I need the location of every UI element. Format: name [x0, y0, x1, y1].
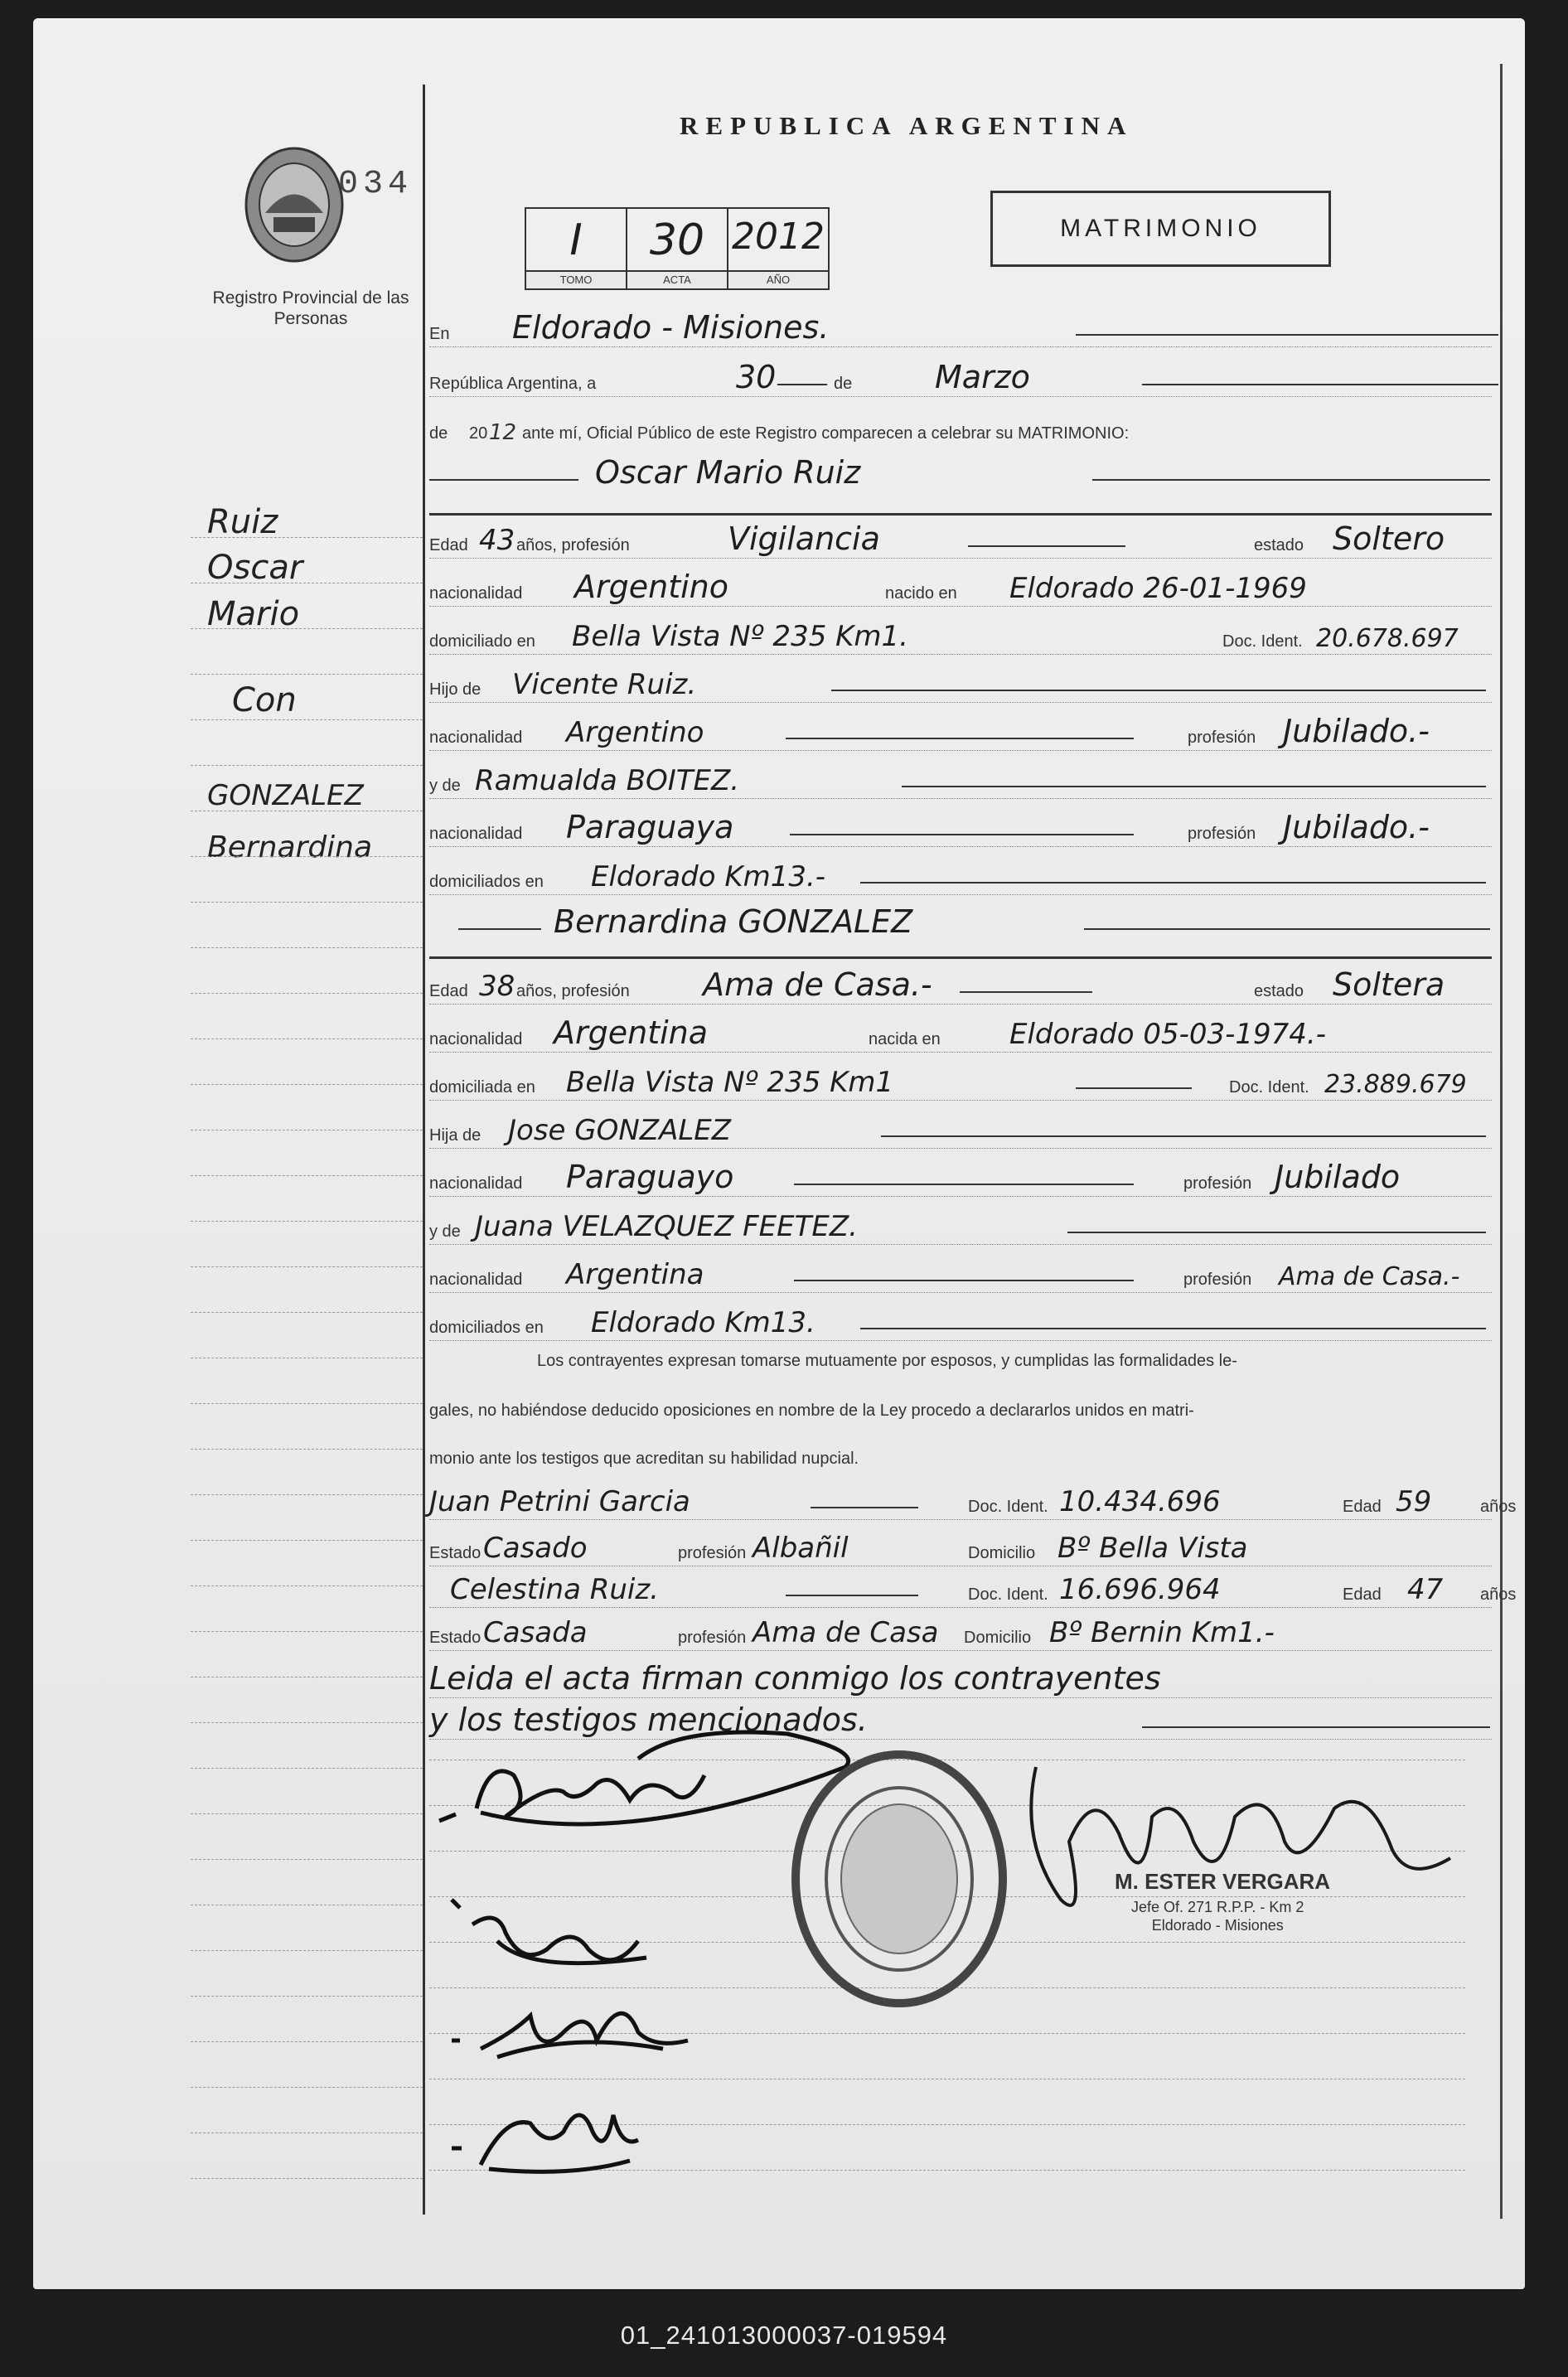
nacido-label: nacido en: [885, 584, 957, 603]
declaration-line-3: monio ante los testigos que acreditan su habilidad nupcial.: [429, 1450, 859, 1468]
nacionalidad-label: nacionalidad: [429, 1271, 523, 1289]
row-bride-mother: [429, 1210, 1492, 1250]
groom-mother: Ramualda BOITEZ.: [475, 764, 740, 797]
row-groom-mother: [429, 764, 1492, 804]
declaration-line-1: Los contrayentes expresan tomarse mutuamente por esposos, y cumplidas las formalidades le-: [537, 1352, 1237, 1370]
bride-doc: 23.889.679: [1324, 1070, 1467, 1099]
witness-name: Celestina Ruiz.: [450, 1573, 659, 1606]
row-groom-father-nat: [429, 713, 1492, 756]
row-bride-address: [429, 1066, 1492, 1106]
bride-mother: Juana VELAZQUEZ FEETEZ.: [475, 1210, 858, 1243]
groom-father-nationality: Argentino: [566, 716, 704, 749]
nacionalidad-label: nacionalidad: [429, 584, 523, 603]
witness-estado: Casado: [483, 1532, 588, 1565]
profesion-label: profesión: [1183, 1174, 1252, 1193]
acta-label: ACTA: [627, 270, 727, 288]
row-year: [429, 412, 1492, 452]
month-value: Marzo: [935, 359, 1030, 395]
row-closing-1: [429, 1660, 1492, 1703]
bride-profession: Ama de Casa.-: [703, 966, 932, 1003]
stamp-number: 034: [338, 166, 414, 203]
padres-dom-label: domiciliados en: [429, 1319, 544, 1337]
de-label-year: de: [429, 424, 448, 443]
tomo-value: I: [569, 215, 583, 265]
yde-label: y de: [429, 777, 461, 795]
groom-father-profession: Jubilado.-: [1283, 713, 1430, 749]
year-prefix: 20: [469, 424, 488, 443]
nacionalidad-label: nacionalidad: [429, 1174, 523, 1193]
tomo-cell: [526, 209, 627, 288]
doc-label: Doc. Ident.: [1222, 632, 1303, 651]
estado-label: estado: [1254, 536, 1304, 554]
anos-label: años: [1480, 1498, 1517, 1516]
tomo-acta-year-box: [525, 207, 830, 290]
edad-label: Edad: [429, 982, 468, 1000]
signature-witness-2-icon: [448, 2082, 663, 2181]
bride-father: Jose GONZALEZ: [508, 1114, 732, 1147]
profesion-label: profesión: [1188, 825, 1256, 843]
declaration-line-2: gales, no habiéndose deducido oposiciones en nombre de la Ley procedo a declararlos unidos en matri-: [429, 1402, 1194, 1420]
official-name: M. ESTER VERGARA: [1115, 1869, 1331, 1894]
row-bride-mother-nat: [429, 1258, 1492, 1298]
anos-prof-label: años, profesión: [516, 982, 630, 1000]
nacionalidad-label: nacionalidad: [429, 729, 523, 747]
row-groom-nationality: [429, 569, 1492, 612]
right-rule: [1500, 64, 1503, 2219]
official-title-line-2: Eldorado - Misiones: [1151, 1917, 1284, 1934]
row-bride-age: [429, 966, 1492, 1009]
row-bride-nationality: [429, 1014, 1492, 1058]
profesion-label: profesión: [1188, 729, 1256, 747]
day-value: 30: [736, 359, 777, 395]
margin-name-line: Ruiz: [207, 503, 278, 541]
groom-parents-address: Eldorado Km13.-: [591, 860, 826, 893]
doc-label: Doc. Ident.: [1229, 1078, 1309, 1097]
profesion-label: profesión: [678, 1629, 747, 1647]
witness-age: 47: [1407, 1573, 1444, 1606]
witness-doc: 10.434.696: [1059, 1485, 1221, 1518]
doc-label: Doc. Ident.: [968, 1498, 1048, 1516]
record-type-box: MATRIMONIO: [990, 191, 1331, 267]
bride-name: Bernardina GONZALEZ: [554, 903, 913, 940]
groom-address: Bella Vista Nº 235 Km1.: [572, 620, 908, 653]
row-groom-name: [429, 454, 1492, 497]
hija-label: Hija de: [429, 1126, 482, 1145]
official-seal-icon: [783, 1742, 1015, 2016]
anos-label: años: [1480, 1585, 1517, 1604]
de-label: de: [834, 375, 853, 393]
bride-parents-address: Eldorado Km13.: [591, 1306, 815, 1339]
republica-label: República Argentina, a: [429, 375, 597, 393]
witness-address: Bº Bella Vista: [1057, 1532, 1248, 1565]
hijo-label: Hijo de: [429, 680, 482, 699]
bride-father-nationality: Paraguayo: [566, 1159, 734, 1195]
anio-cell: [728, 209, 828, 288]
anio-label: AÑO: [728, 270, 828, 288]
en-label: En: [429, 325, 450, 343]
official-title-line-1: Jefe Of. 271 R.P.P. - Km 2: [1131, 1899, 1304, 1915]
witness-profession: Albañil: [753, 1532, 849, 1565]
row-witness-1-details: [429, 1532, 1492, 1571]
row-place: [429, 309, 1492, 352]
provincial-seal-icon: [240, 143, 348, 267]
domicilio-label: Domicilio: [968, 1544, 1036, 1562]
bride-nationality: Argentina: [554, 1014, 709, 1051]
groom-nationality: Argentino: [574, 569, 728, 605]
margin-name-line: Oscar: [207, 549, 303, 587]
nacionalidad-label: nacionalidad: [429, 825, 523, 843]
row-witness-2-details: [429, 1616, 1492, 1656]
intro-text: ante mí, Oficial Público de este Registro comparecen a celebrar su MATRIMONIO:: [522, 424, 1130, 443]
closing-line-1: Leida el acta firman conmigo los contrayentes: [429, 1660, 1161, 1697]
witness-doc: 16.696.964: [1059, 1573, 1221, 1606]
closing-line-2: y los testigos mencionados.: [429, 1702, 868, 1738]
doc-label: Doc. Ident.: [968, 1585, 1048, 1604]
signature-bride-icon: [448, 1891, 663, 1991]
groom-name: Oscar Mario Ruiz: [595, 454, 861, 491]
row-bride-name: [429, 903, 1492, 946]
margin-name-line: Bernardina: [207, 830, 373, 864]
tomo-label: TOMO: [526, 270, 626, 288]
row-groom-address: [429, 620, 1492, 660]
separator: [429, 513, 1492, 516]
estado-label: estado: [1254, 982, 1304, 1000]
profesion-label: profesión: [678, 1544, 747, 1562]
groom-doc: 20.678.697: [1316, 624, 1459, 653]
row-bride-father-nat: [429, 1159, 1492, 1202]
row-date: [429, 359, 1492, 402]
row-bride-father: [429, 1114, 1492, 1154]
bride-estado: Soltera: [1333, 966, 1445, 1003]
profesion-label: profesión: [1183, 1271, 1252, 1289]
groom-father: Vicente Ruiz.: [512, 668, 697, 701]
anio-value: 2012: [732, 215, 825, 258]
bride-father-profession: Jubilado: [1275, 1159, 1401, 1195]
estado-label: Estado: [429, 1544, 482, 1562]
row-groom-parents-address: [429, 860, 1492, 900]
registry-name: Registro Provincial de las Personas: [212, 288, 409, 328]
groom-mother-nationality: Paraguaya: [566, 809, 734, 845]
groom-age: 43: [479, 524, 515, 557]
place-value: Eldorado - Misiones.: [512, 309, 830, 346]
nacionalidad-label: nacionalidad: [429, 1030, 523, 1048]
bride-address: Bella Vista Nº 235 Km1: [566, 1066, 894, 1099]
estado-label: Estado: [429, 1629, 482, 1647]
year-suffix: 12: [489, 420, 517, 445]
groom-birth: Eldorado 26-01-1969: [1009, 572, 1307, 605]
separator: [429, 956, 1492, 959]
edad-label: Edad: [429, 536, 468, 554]
acta-cell: [627, 209, 728, 288]
certificate-page: [33, 18, 1525, 2289]
bride-mother-profession: Ama de Casa.-: [1279, 1262, 1460, 1291]
edad-label: Edad: [1343, 1498, 1382, 1516]
signature-witness-1-icon: [448, 1982, 696, 2074]
official-title: [1131, 1898, 1304, 1934]
domicilio-label: domiciliada en: [429, 1078, 535, 1097]
bride-age: 38: [479, 970, 515, 1003]
row-groom-mother-nat: [429, 809, 1492, 852]
groom-mother-profession: Jubilado.-: [1283, 809, 1430, 845]
witness-address: Bº Bernin Km1.-: [1049, 1616, 1275, 1649]
margin-name-line: Mario: [207, 595, 300, 633]
margin-name-line: Con: [232, 681, 297, 719]
bride-birth: Eldorado 05-03-1974.-: [1009, 1018, 1326, 1051]
edad-label: Edad: [1343, 1585, 1382, 1604]
nacida-label: nacida en: [869, 1030, 941, 1048]
yde-label: y de: [429, 1222, 461, 1241]
groom-profession: Vigilancia: [728, 520, 880, 557]
filename-caption: 01_241013000037-019594: [620, 2321, 948, 2350]
groom-estado: Soltero: [1333, 520, 1445, 557]
row-witness-1: [429, 1485, 1517, 1525]
margin-rule: [423, 85, 425, 2215]
witness-age: 59: [1396, 1485, 1432, 1518]
bride-mother-nationality: Argentina: [566, 1258, 704, 1291]
margin-name-line: GONZALEZ: [207, 779, 364, 812]
acta-value: 30: [649, 215, 705, 265]
anos-prof-label: años, profesión: [516, 536, 630, 554]
domicilio-label: domiciliado en: [429, 632, 535, 651]
row-groom-father: [429, 668, 1492, 708]
witness-profession: Ama de Casa: [753, 1616, 939, 1649]
page-title: REPUBLICA ARGENTINA: [680, 111, 1134, 140]
witness-name: Juan Petrini Garcia: [429, 1485, 690, 1518]
domicilio-label: Domicilio: [964, 1629, 1032, 1647]
margin-column: [33, 18, 423, 2289]
row-groom-age: [429, 520, 1492, 564]
padres-dom-label: domiciliados en: [429, 873, 544, 891]
witness-estado: Casada: [483, 1616, 588, 1649]
row-witness-2: [429, 1573, 1517, 1613]
